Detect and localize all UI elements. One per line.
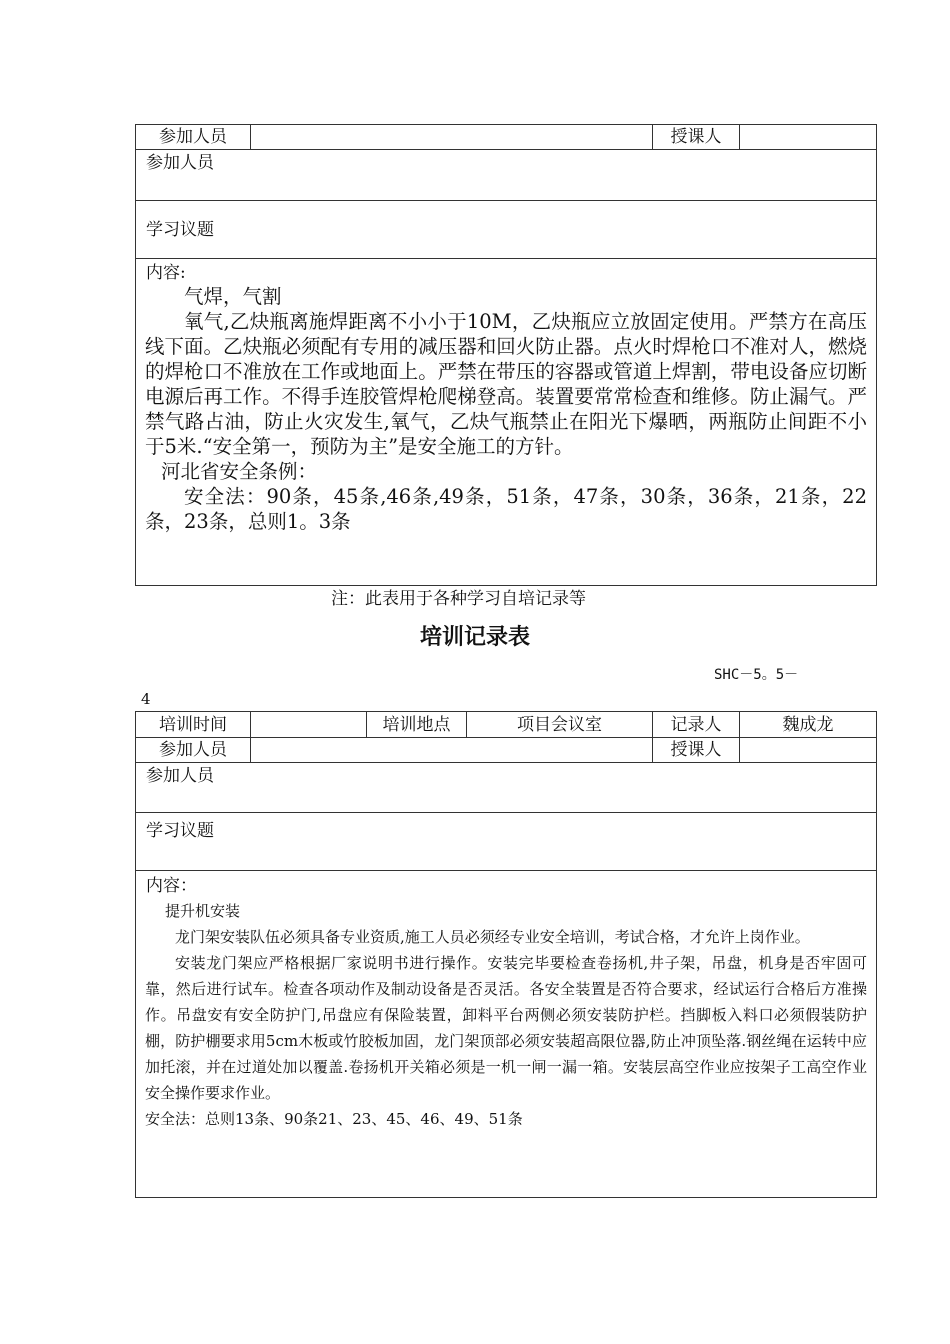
recorder-value: 魏成龙: [782, 715, 834, 735]
table-1-divider: [739, 124, 740, 149]
law-paragraph: 安全法：90条，45条,46条,49条，51条，47条，30条，36条，21条，22条，23条，总则1。3条: [145, 485, 867, 533]
content-label: 内容:: [146, 263, 186, 283]
participants-label: 参加人员: [159, 740, 227, 760]
table-note: 注：此表用于各种学习自培记录等: [331, 589, 586, 609]
topic-label: 学习议题: [146, 821, 214, 841]
participants-label: 参加人员: [159, 127, 227, 147]
table-1-divider: [135, 258, 877, 259]
recorder-label: 记录人: [670, 715, 722, 735]
table-2-divider: [250, 711, 251, 762]
regulation-title: 河北省安全条例：: [161, 460, 318, 483]
form-code: SHC－5。5－: [714, 667, 799, 683]
content-paragraph: 氧气,乙炔瓶离施焊距离不小小于10M，乙炔瓶应立放固定使用。严禁方在高压线下面。乙炔瓶必须配有专用的减压器和回火防止器。点火时焊枪口不准对人，燃烧的焊枪口不准放在工作或地面上。严禁在带压的容器或管道上焊割，带电设备应切断电源后再工作。不得手连胶管焊枪爬梯登高。装置要常常检查和维修。防止漏气。严禁气路占油，防止火灾发生,氧气，乙炔气瓶禁止在阳光下爆晒，两瓶防止间距不小于5米.“安全第一，预防为主”是安全施工的方针。: [145, 310, 867, 458]
content-title: 气焊，气割: [184, 285, 282, 308]
table-1-divider: [135, 149, 877, 150]
training-time-label: 培训时间: [159, 715, 227, 735]
table-2-divider: [135, 737, 877, 738]
content-block-2: [145, 898, 867, 1132]
lecturer-label: 授课人: [670, 127, 722, 147]
participants-row-label: 参加人员: [146, 153, 214, 173]
table-2-divider: [135, 870, 877, 871]
table-2-divider: [135, 812, 877, 813]
topic-label: 学习议题: [146, 220, 214, 240]
content-paragraph-2: 安装龙门架应严格根据厂家说明书进行操作。安装完毕要检查卷扬机,井子架，吊盘，机身是否牢固可靠，然后进行试车。检查各项动作及制动设备是否灵活。各安全装置是否符合要求，经试运行合格后方准操作。吊盘安有安全防护门,吊盘应有保险装置，卸料平台两侧必须安装防护栏。挡脚板入料口必须假装防护棚，防护棚要求用5cm木板或竹胶板加固，龙门架顶部必须安装超高限位器,防止冲顶坠落.钢丝绳在运转中应加托滚，并在过道处加以覆盖.卷扬机开关箱必须是一机一闸一漏一箱。安装层高空作业应按架子工高空作业安全操作要求作业。: [145, 954, 867, 1102]
law-line: 安全法：总则13条、90条21、23、45、46、49、51条: [145, 1110, 523, 1128]
table-1-divider: [135, 200, 877, 201]
training-location-value: 项目会议室: [517, 715, 602, 735]
participants-row-label: 参加人员: [146, 766, 214, 786]
form-code-suffix: 4: [141, 690, 151, 708]
content-title: 提升机安装: [165, 902, 241, 920]
table-1-divider: [250, 124, 251, 149]
table-2-divider: [135, 762, 877, 763]
form-title: 培训记录表: [419, 625, 530, 650]
training-location-label: 培训地点: [382, 715, 451, 735]
content-label: 内容：: [146, 876, 197, 896]
content-block: [145, 284, 867, 534]
lecturer-label: 授课人: [670, 740, 722, 760]
content-paragraph-1: 龙门架安装队伍必须具备专业资质,施工人员必须经专业安全培训，考试合格，才允许上岗作业。: [175, 928, 810, 946]
